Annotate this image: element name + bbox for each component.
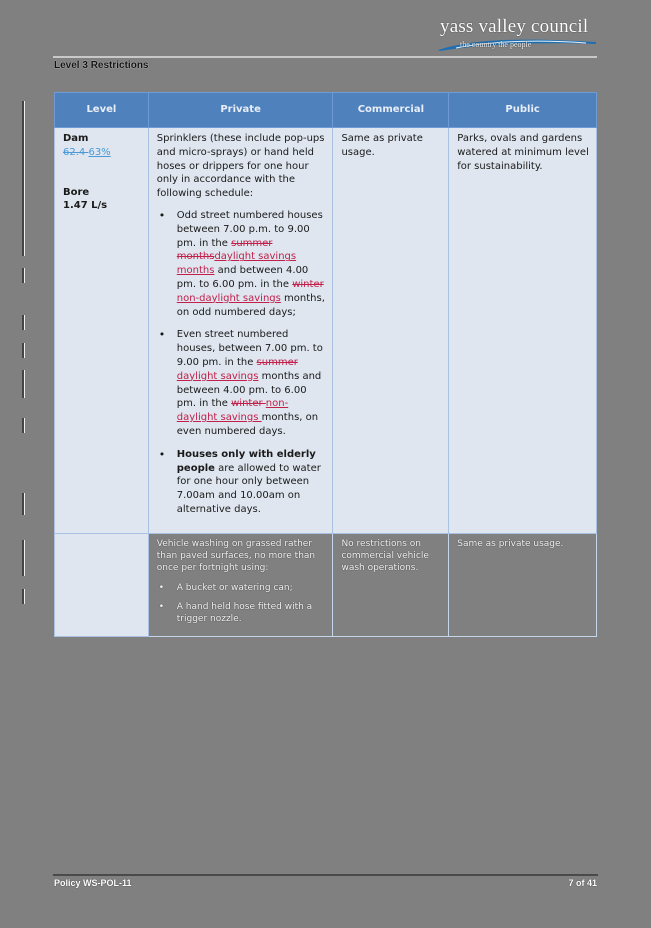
column-header-public: Public <box>449 93 597 128</box>
table-row <box>55 128 597 534</box>
dam-label: Dam <box>63 133 89 144</box>
vehicle-washing-intro: Vehicle washing on grassed rather than paved surfaces, no more than once per fortnight using: <box>156 539 316 573</box>
dam-inserted-value: 63% <box>88 146 111 158</box>
list-item: • Odd street numbered houses between 7.00 p.m. to 9.00 pm. in the summer monthsdaylight savings months and between 4.00 pm. to 6.00 pm. in the winter non-daylight savings months, on odd numbered days; <box>177 209 328 319</box>
public-cell: Parks, ovals and gardens watered at minimum level for sustainability. <box>449 128 597 534</box>
change-bar <box>22 418 25 433</box>
dam-value <box>63 146 143 160</box>
commercial-cell: Same as private usage. <box>333 128 449 534</box>
column-header-commercial: Commercial <box>333 93 449 128</box>
bore-label: Bore <box>63 186 90 198</box>
level-cell <box>55 128 149 534</box>
list-item: • A bucket or watering can; <box>177 582 328 594</box>
dam-deleted-value: 62.4 <box>63 146 89 158</box>
table-row <box>55 534 597 637</box>
table-header-row <box>55 93 597 128</box>
private-intro: Sprinklers (these include pop-ups and micro-sprays) or hand held hoses or drippers for one hour only in accordance with the following schedule: <box>156 133 325 200</box>
inserted-text: non-daylight savings <box>176 398 289 424</box>
change-bar <box>22 268 25 283</box>
list-item: • A hand held hose fitted with a trigger nozzle. <box>177 601 328 625</box>
change-bar <box>22 370 25 398</box>
commercial-vehicle-cell: No restrictions on commercial vehicle wash operations. <box>333 534 449 637</box>
council-logo <box>436 14 601 56</box>
logo-title: yass valley council <box>440 16 589 37</box>
deleted-text: summer <box>256 356 298 368</box>
vehicle-washing-list <box>157 582 328 625</box>
inserted-text: daylight savings <box>176 370 259 382</box>
public-vehicle-cell: Same as private usage. <box>449 534 597 637</box>
column-header-level: Level <box>55 93 149 128</box>
header-rule <box>53 56 597 58</box>
inserted-text: daylight savings months <box>176 251 297 277</box>
section-title: Level 3 Restrictions <box>54 60 149 71</box>
private-vehicle-cell <box>148 534 333 637</box>
page-number: 7 of 41 <box>568 878 597 888</box>
list-item: • Even street numbered houses, between 7.00 pm. to 9.00 pm. in the summer daylight savings months and between 4.00 pm. to 6.00 pm. in the winter non-daylight savings months, on even numbered days. <box>177 328 328 438</box>
change-bar <box>22 315 25 330</box>
change-bar <box>22 343 25 358</box>
deleted-text: winter <box>231 398 266 410</box>
deleted-text: summer months <box>176 237 273 263</box>
column-header-private: Private <box>148 93 333 128</box>
deleted-text: winter <box>292 278 324 290</box>
change-bar <box>22 589 25 604</box>
list-item: • Houses only with elderly people are allowed to water for one hour only between 7.00am and 10.00am on alternative days. <box>177 448 328 517</box>
change-bar <box>22 493 25 515</box>
inserted-text: non-daylight savings <box>176 292 281 304</box>
logo-tagline: the country the people <box>460 40 532 49</box>
schedule-list <box>157 209 328 517</box>
bore-value: 1.47 L/s <box>63 200 108 212</box>
change-bar <box>22 101 25 256</box>
private-cell <box>148 128 333 534</box>
change-bar <box>22 540 25 576</box>
level-cell-empty <box>55 534 149 637</box>
restrictions-table <box>54 92 597 637</box>
footer-rule <box>53 874 598 876</box>
policy-number: Policy WS-POL-11 <box>54 878 132 888</box>
